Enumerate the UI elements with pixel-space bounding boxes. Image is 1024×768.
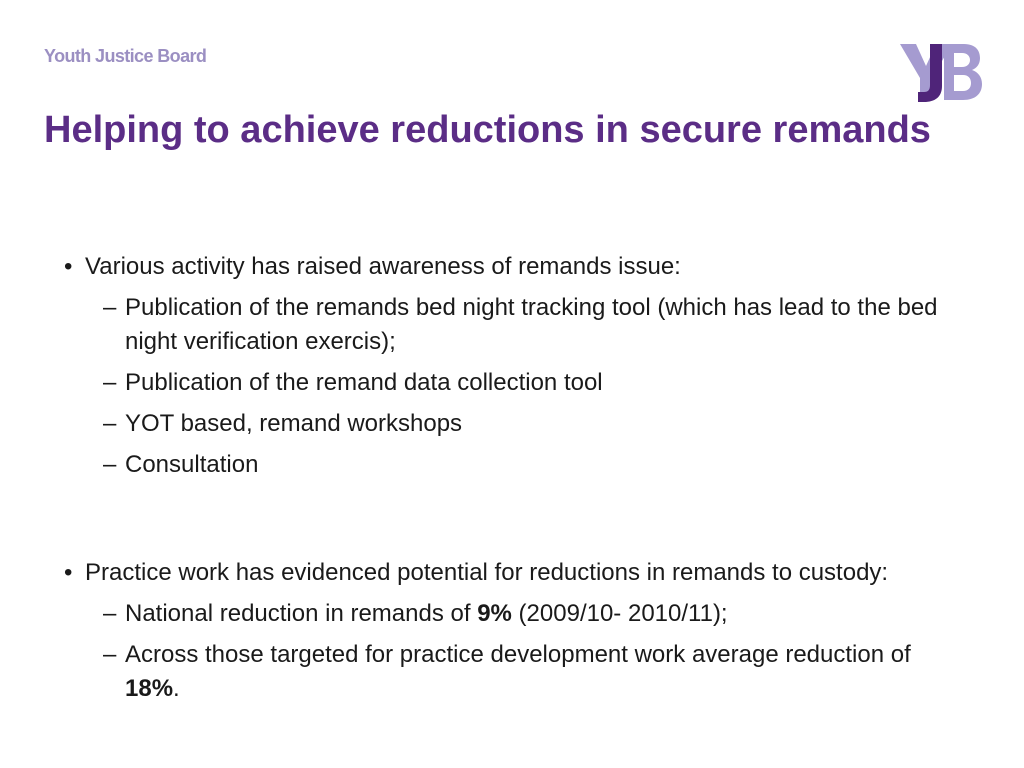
sub-bullet-item [103, 638, 964, 706]
sub-bullet-text-start: Across those targeted for practice development work average reduction of [125, 641, 911, 668]
slide-title: Helping to achieve reductions in secure remands [44, 109, 931, 151]
bullet-marker: • [64, 253, 73, 280]
bullet-text: Various activity has raised awareness of remands issue: [85, 253, 681, 280]
sub-bullet-text: YOT based, remand workshops [125, 410, 463, 437]
sub-bullet-marker: – [103, 641, 117, 668]
bullet-text: Practice work has evidenced potential for reductions in remands to custody: [85, 559, 889, 586]
highlight-value: 9% [477, 600, 512, 627]
yjb-logo [900, 42, 982, 104]
org-name: Youth Justice Board [44, 46, 207, 66]
slide-content [64, 250, 964, 706]
sub-bullet-item [103, 366, 964, 400]
sub-bullet-marker: – [103, 410, 117, 437]
sub-bullet-text-end: (2009/10- 2010/11); [511, 600, 728, 627]
sub-bullet-text-end: . [173, 675, 180, 702]
highlight-value: 18% [125, 675, 174, 702]
bullet-item [64, 556, 964, 590]
sub-bullet-marker: – [103, 294, 117, 321]
sub-bullet-marker: – [103, 451, 117, 478]
sub-bullet-text: Consultation [125, 451, 259, 478]
sub-bullet-item [103, 448, 964, 482]
sub-bullet-text: Publication of the remand data collection tool [125, 369, 603, 396]
sub-bullet-item [103, 291, 964, 359]
sub-bullet-marker: – [103, 600, 117, 627]
sub-bullet-marker: – [103, 369, 117, 396]
bullet-item [64, 250, 964, 284]
sub-bullet-text-start: National reduction in remands of [125, 600, 478, 627]
sub-bullet-text: Publication of the remands bed night tracking tool (which has lead to the bed night verification exercis); [125, 294, 938, 355]
sub-bullet-item [103, 597, 964, 631]
sub-bullet-item [103, 407, 964, 441]
bullet-marker: • [64, 559, 73, 586]
